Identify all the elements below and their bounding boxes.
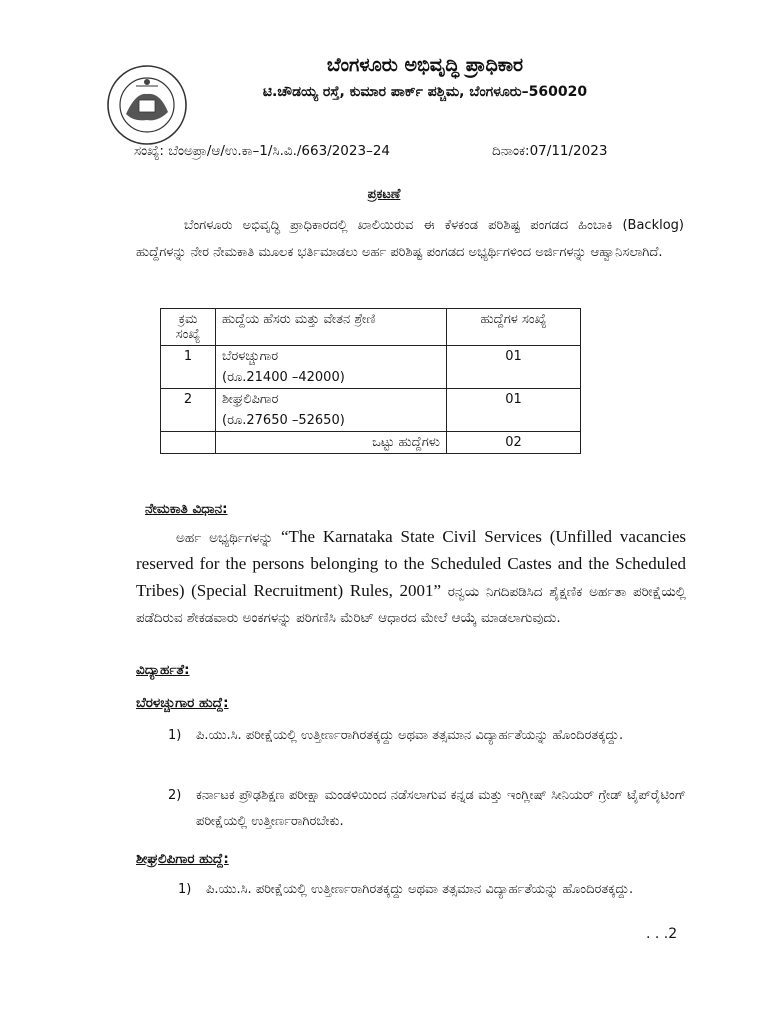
row-post bbox=[216, 346, 447, 389]
notice-title: ಪ್ರಕಟಣೆ bbox=[367, 187, 401, 202]
recruitment-lead: ಅರ್ಹ ಅಭ್ಯರ್ಥಿಗಳನ್ನು bbox=[176, 530, 274, 546]
org-name: ಬೆಂಗಳೂರು ಅಭಿವೃದ್ಧಿ ಪ್ರಾಧಿಕಾರ bbox=[326, 54, 524, 76]
org-address: ಟಿ.ಚೌಡಯ್ಯ ರಸ್ತೆ, ಕುಮಾರ ಪಾರ್ಕ್ ಪಶ್ಚಿಮ, ಬೆಂಗಳೂರು–560020 bbox=[262, 84, 588, 100]
posts-table bbox=[160, 308, 581, 454]
intro-text: ಬೆಂಗಳೂರು ಅಭಿವೃದ್ಧಿ ಪ್ರಾಧಿಕಾರದಲ್ಲಿ ಖಾಲಿಯಿರುವ ಈ ಕೆಳಕಂಡ ಪರಿಶಿಷ್ಟ ಪಂಗಡದ ಹಿಂಬಾಕಿ (Backlog) ಹುದ್ದೆಗಳನ್ನು ನೇರ ನೇಮಕಾತಿ ಮೂಲಕ ಭರ್ತಿಮಾಡಲು ಅರ್ಹ ಪರಿಶಿಷ್ಟ ಪಂಗಡದ ಅಭ್ಯರ್ಥಿಗಳಿಂದ ಅರ್ಜಿಗಳನ್ನು ಆಹ್ವಾನಿಸಲಾಗಿದೆ. bbox=[136, 218, 684, 260]
page-continuation-marker: . . .2 bbox=[646, 926, 678, 942]
pay-scale: (ರೂ.21400 –42000) bbox=[222, 370, 345, 385]
list-item bbox=[178, 877, 686, 903]
qualification-heading: ವಿದ್ಯಾರ್ಹತೆ: bbox=[136, 662, 190, 678]
recruitment-tail: ರನ್ವಯ ನಿಗದಿಪಡಿಸಿದ ಶೈಕ್ಷಣಿಕ ಅರ್ಹತಾ ಪರೀಕ್ಷೆಯಲ್ಲಿ ಪಡೆದಿರುವ ಶೇಕಡವಾರು ಅಂಕಗಳನ್ನು ಪರಿಗಣಿಸಿ ಮೆರಿಟ್ ಆಧಾರದ ಮೇಲೆ ಆಯ್ಕೆ ಮಾಡಲಾಗುವುದು. bbox=[136, 584, 686, 626]
header-count: ಹುದ್ದೆಗಳ ಸಂಖ್ಯೆ bbox=[447, 309, 581, 346]
header-sl: ಕ್ರಮ ಸಂಖ್ಯೆ bbox=[161, 309, 216, 346]
item-number: 2) bbox=[168, 788, 182, 803]
item-number: 1) bbox=[168, 728, 182, 743]
item-text: ಕರ್ನಾಟಕ ಪ್ರೌಢಶಿಕ್ಷಣ ಪರೀಕ್ಷಾ ಮಂಡಳಿಯಿಂದ ನಡೆಸಲಾಗುವ ಕನ್ನಡ ಮತ್ತು ಇಂಗ್ಲೀಷ್ ಸೀನಿಯರ್ ಗ್ರೇಡ್ ಟೈಪ್‌ರೈಟಿಂಗ್ ಪರೀಕ್ಷೆಯಲ್ಲಿ ಉತ್ತೀರ್ಣರಾಗಿರಬೇಕು. bbox=[196, 788, 686, 829]
intro-paragraph bbox=[136, 212, 684, 266]
pay-scale: (ರೂ.27650 –52650) bbox=[222, 413, 345, 428]
stenographer-heading: ಶೀಘ್ರಲಿಪಿಗಾರ ಹುದ್ದೆ: bbox=[136, 851, 229, 867]
recruitment-paragraph bbox=[136, 524, 686, 631]
recruitment-rules: “The Karnataka State Civil Services (Unfilled vacancies reserved for the persons belonging to the Scheduled Castes and the Scheduled Tribes) (Special Recruitment) Rules, 2001” bbox=[136, 527, 686, 600]
post-name: ಶೀಘ್ರಲಿಪಿಗಾರ bbox=[222, 392, 279, 407]
table-total-row bbox=[161, 432, 581, 454]
table-row bbox=[161, 389, 581, 432]
reference-number: ಸಂಖ್ಯೆ: ಬೆಂಅಪ್ರಾ/ಆ/ಉ.ಕಾ–1/ಸಿ.ವಿ./663/2023–24 bbox=[134, 143, 391, 159]
table-row bbox=[161, 346, 581, 389]
row-count: 01 bbox=[447, 346, 581, 389]
item-number: 1) bbox=[178, 882, 192, 897]
notice-date: ದಿನಾಂಕ:07/11/2023 bbox=[492, 143, 608, 159]
item-text: ಪಿ.ಯು.ಸಿ. ಪರೀಕ್ಷೆಯಲ್ಲಿ ಉತ್ತೀರ್ಣರಾಗಿರತಕ್ಕದ್ದು ಅಥವಾ ತತ್ಸಮಾನ ವಿದ್ಯಾರ್ಹತೆಯನ್ನು ಹೊಂದಿರತಕ್ಕದ್ದು. bbox=[196, 728, 624, 743]
bda-seal-icon bbox=[106, 64, 188, 146]
total-value: 02 bbox=[447, 432, 581, 454]
recruitment-heading: ನೇಮಕಾತಿ ವಿಧಾನ: bbox=[145, 501, 228, 517]
typist-heading: ಬೆರಳಚ್ಚುಗಾರ ಹುದ್ದೆ: bbox=[136, 695, 229, 711]
total-label: ಒಟ್ಟು ಹುದ್ದೆಗಳು bbox=[216, 432, 447, 454]
row-post bbox=[216, 389, 447, 432]
row-sl: 2 bbox=[161, 389, 216, 432]
item-text: ಪಿ.ಯು.ಸಿ. ಪರೀಕ್ಷೆಯಲ್ಲಿ ಉತ್ತೀರ್ಣರಾಗಿರತಕ್ಕದ್ದು ಅಥವಾ ತತ್ಸಮಾನ ವಿದ್ಯಾರ್ಹತೆಯನ್ನು ಹೊಂದಿರತಕ್ಕದ್ದು. bbox=[206, 882, 634, 897]
list-item bbox=[168, 723, 686, 749]
header-post: ಹುದ್ದೆಯ ಹೆಸರು ಮತ್ತು ವೇತನ ಶ್ರೇಣಿ bbox=[216, 309, 447, 346]
list-item bbox=[168, 783, 686, 835]
row-count: 01 bbox=[447, 389, 581, 432]
row-sl: 1 bbox=[161, 346, 216, 389]
post-name: ಬೆರಳಚ್ಚುಗಾರ bbox=[222, 349, 279, 364]
total-empty bbox=[161, 432, 216, 454]
table-header-row bbox=[161, 309, 581, 346]
